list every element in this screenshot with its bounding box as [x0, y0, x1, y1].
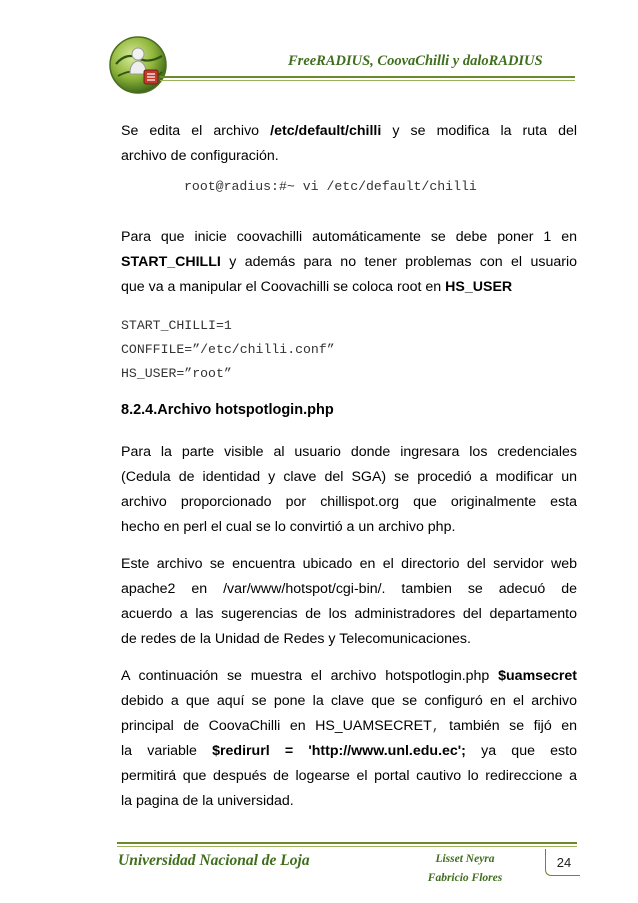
header-divider	[160, 76, 575, 78]
footer-divider-thin	[117, 846, 577, 847]
footer-university: Universidad Nacional de Loja	[118, 852, 310, 869]
paragraph-edit-file	[121, 119, 577, 169]
page-number: 24	[556, 855, 572, 870]
header-divider-thin	[160, 80, 575, 81]
text-line: de redes de la Unidad de Redes y Telecomunicaciones.	[121, 631, 471, 647]
code-line: HS_USER=”root”	[121, 366, 232, 381]
footer-authors	[410, 850, 520, 888]
paragraph-uamsecret	[121, 664, 577, 814]
text-line: permitirá que después de logearse el portal cautivo lo redireccione a	[121, 768, 577, 784]
text-line: debido a que aquí se pone la clave que se configuró en el archivo	[121, 693, 577, 709]
text-line: Para que inicie coovachilli automáticamente se debe poner 1 en	[121, 229, 577, 245]
author-name: Lisset Neyra	[435, 853, 495, 865]
text-line: apache2 en /var/www/hotspot/cgi-bin/. tambien se adecuó de	[121, 581, 577, 597]
text-line: la pagina de la universidad.	[121, 793, 294, 809]
logo-image	[108, 34, 170, 96]
text-line: principal de CoovaChilli en HS_UAMSECRET, también se fijó en	[121, 718, 577, 734]
text-line: Se edita el archivo /etc/default/chilli y se modifica la ruta del	[121, 123, 577, 139]
text-line: (Cedula de identidad y clave del SGA) se procedió a modificar un	[121, 469, 577, 485]
paragraph-start-chilli	[121, 225, 577, 300]
command-line: root@radius:#~ vi /etc/default/chilli	[184, 179, 477, 194]
paragraph-visible-part	[121, 440, 577, 540]
text-line: Este archivo se encuentra ubicado en el directorio del servidor web	[121, 556, 577, 572]
text-line: hecho en perl el cual se lo convirtió a un archivo php.	[121, 519, 456, 535]
code-line: START_CHILLI=1	[121, 318, 232, 333]
text-line: acuerdo a las sugerencias de los administradores del departamento	[121, 606, 577, 622]
text-line: START_CHILLI y además para no tener problemas con el usuario	[121, 254, 577, 270]
text-line: que va a manipular el Coovachilli se coloca root en HS_USER	[121, 279, 513, 295]
code-line: CONFFILE=”/etc/chilli.conf”	[121, 342, 335, 357]
header-title: FreeRADIUS, CoovaChilli y daloRADIUS	[288, 53, 543, 69]
text-line: Para la parte visible al usuario donde ingresara los credenciales	[121, 444, 577, 460]
section-heading: 8.2.4.Archivo hotspotlogin.php	[121, 402, 334, 418]
text-line: archivo de configuración.	[121, 148, 279, 164]
text-line: la variable $redirurl = 'http://www.unl.edu.ec'; ya que esto	[121, 743, 577, 759]
footer-divider	[117, 842, 577, 844]
text-line: A continuación se muestra el archivo hotspotlogin.php $uamsecret	[121, 668, 577, 684]
text-line: archivo proporcionado por chillispot.org que originalmente esta	[121, 494, 577, 510]
config-code-block	[121, 314, 335, 386]
author-name: Fabricio Flores	[427, 872, 503, 884]
paragraph-file-location	[121, 552, 577, 652]
